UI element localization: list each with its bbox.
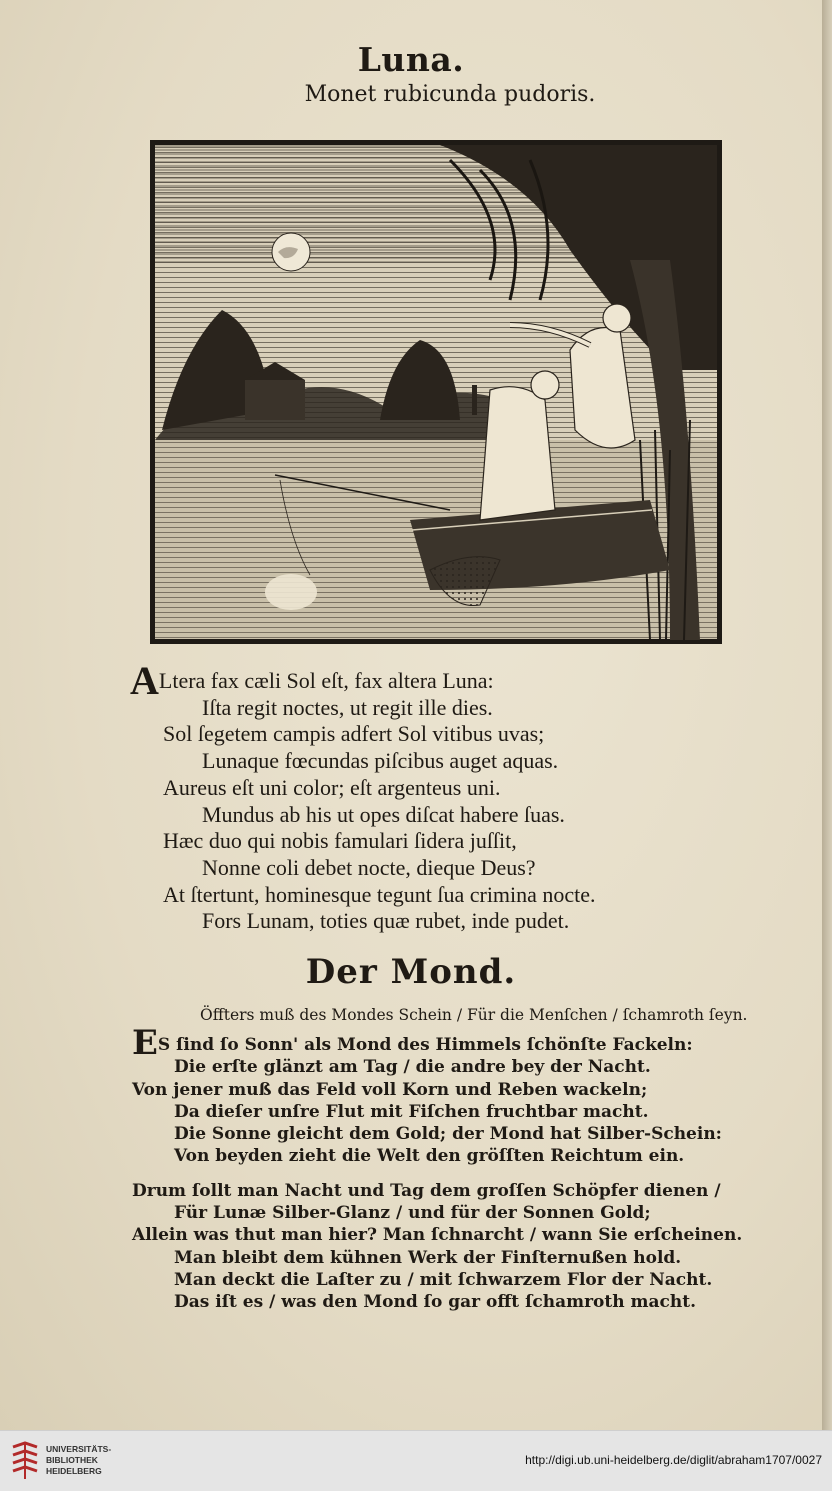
verse-line: Mundus ab his ut opes diſcat habere ſuas. bbox=[202, 801, 565, 827]
verse-line: Sol ſegetem campis adfert Sol vitibus uvas; bbox=[163, 721, 545, 747]
verse-line: ALtera fax cæli Sol eſt, fax altera Luna: bbox=[130, 658, 494, 703]
verse-line: Fors Lunam, toties quæ rubet, inde pudet. bbox=[202, 908, 570, 934]
verse-line: Allein was thut man hier? Man ſchnarcht / wann Sie erſcheinen. bbox=[132, 1225, 743, 1246]
verse-line: Da dieſer unſre Flut mit Fiſchen fruchtbar macht. bbox=[174, 1101, 649, 1122]
page-url-link[interactable]: http://digi.ub.uni-heidelberg.de/diglit/abraham1707/0027 bbox=[525, 1453, 822, 1467]
verse-line: ES ſind ſo Sonn' als Mond des Himmels ſchönſte Fackeln: bbox=[132, 1023, 693, 1063]
verse-line: Hæc duo qui nobis famulari ſidera juſſit, bbox=[163, 828, 517, 854]
verse-line: Man deckt die Laſter zu / mit ſchwarzem Flor der Nacht. bbox=[174, 1269, 713, 1290]
engraving-moonlit-fishing-scene bbox=[150, 140, 722, 644]
german-poem bbox=[132, 1023, 792, 1314]
verse-line: Aureus eſt uni color; eſt argenteus uni. bbox=[163, 774, 501, 800]
page-title: Luna. bbox=[357, 40, 465, 79]
drop-cap: E bbox=[132, 1023, 158, 1063]
verse-line: Von jener muß das Feld voll Korn und Reben wackeln; bbox=[132, 1079, 648, 1100]
german-subheading: Öffters muß des Mondes Schein / Für die Menſchen / ſchamroth ſeyn. bbox=[200, 1006, 748, 1024]
verse-line: Iſta regit noctes, ut regit ille dies. bbox=[202, 694, 493, 720]
verse-line: Von beyden zieht die Welt den gröſſten Reichtum ein. bbox=[174, 1146, 685, 1167]
verse-line: Für Lunæ Silber-Glanz / und für der Sonnen Gold; bbox=[174, 1203, 651, 1224]
verse-line: Man bleibt dem kühnen Werk der Finſternußen hold. bbox=[174, 1247, 682, 1268]
verse-line: Die Sonne gleicht dem Gold; der Mond hat Silber-Schein: bbox=[174, 1124, 722, 1145]
verse-line: Nonne coli debet nocte, dieque Deus? bbox=[202, 854, 536, 880]
verse-line: Die erſte glänzt am Tag / die andre bey der Nacht. bbox=[174, 1057, 651, 1078]
heidelberg-library-logo-icon[interactable] bbox=[10, 1441, 40, 1481]
verse-line: Das iſt es / was den Mond ſo gar offt ſchamroth macht. bbox=[174, 1292, 697, 1313]
verse-line: At ſtertunt, hominesque tegunt ſua crimina nocte. bbox=[163, 881, 596, 907]
drop-cap: A bbox=[130, 658, 159, 703]
viewer-footer bbox=[0, 1430, 832, 1491]
page-edge bbox=[822, 0, 832, 1430]
german-heading: Der Mond. bbox=[305, 952, 517, 992]
library-logo-text[interactable]: UNIVERSITÄTS- BIBLIOTHEK HEIDELBERG bbox=[46, 1444, 112, 1476]
verse-line: Lunaque fœcundas piſcibus auget aquas. bbox=[202, 748, 559, 774]
latin-epigram bbox=[130, 658, 770, 935]
verse-line: Drum ſollt man Nacht und Tag dem groſſen Schöpfer dienen / bbox=[132, 1180, 721, 1201]
motto: Monet rubicunda pudoris. bbox=[304, 82, 596, 107]
